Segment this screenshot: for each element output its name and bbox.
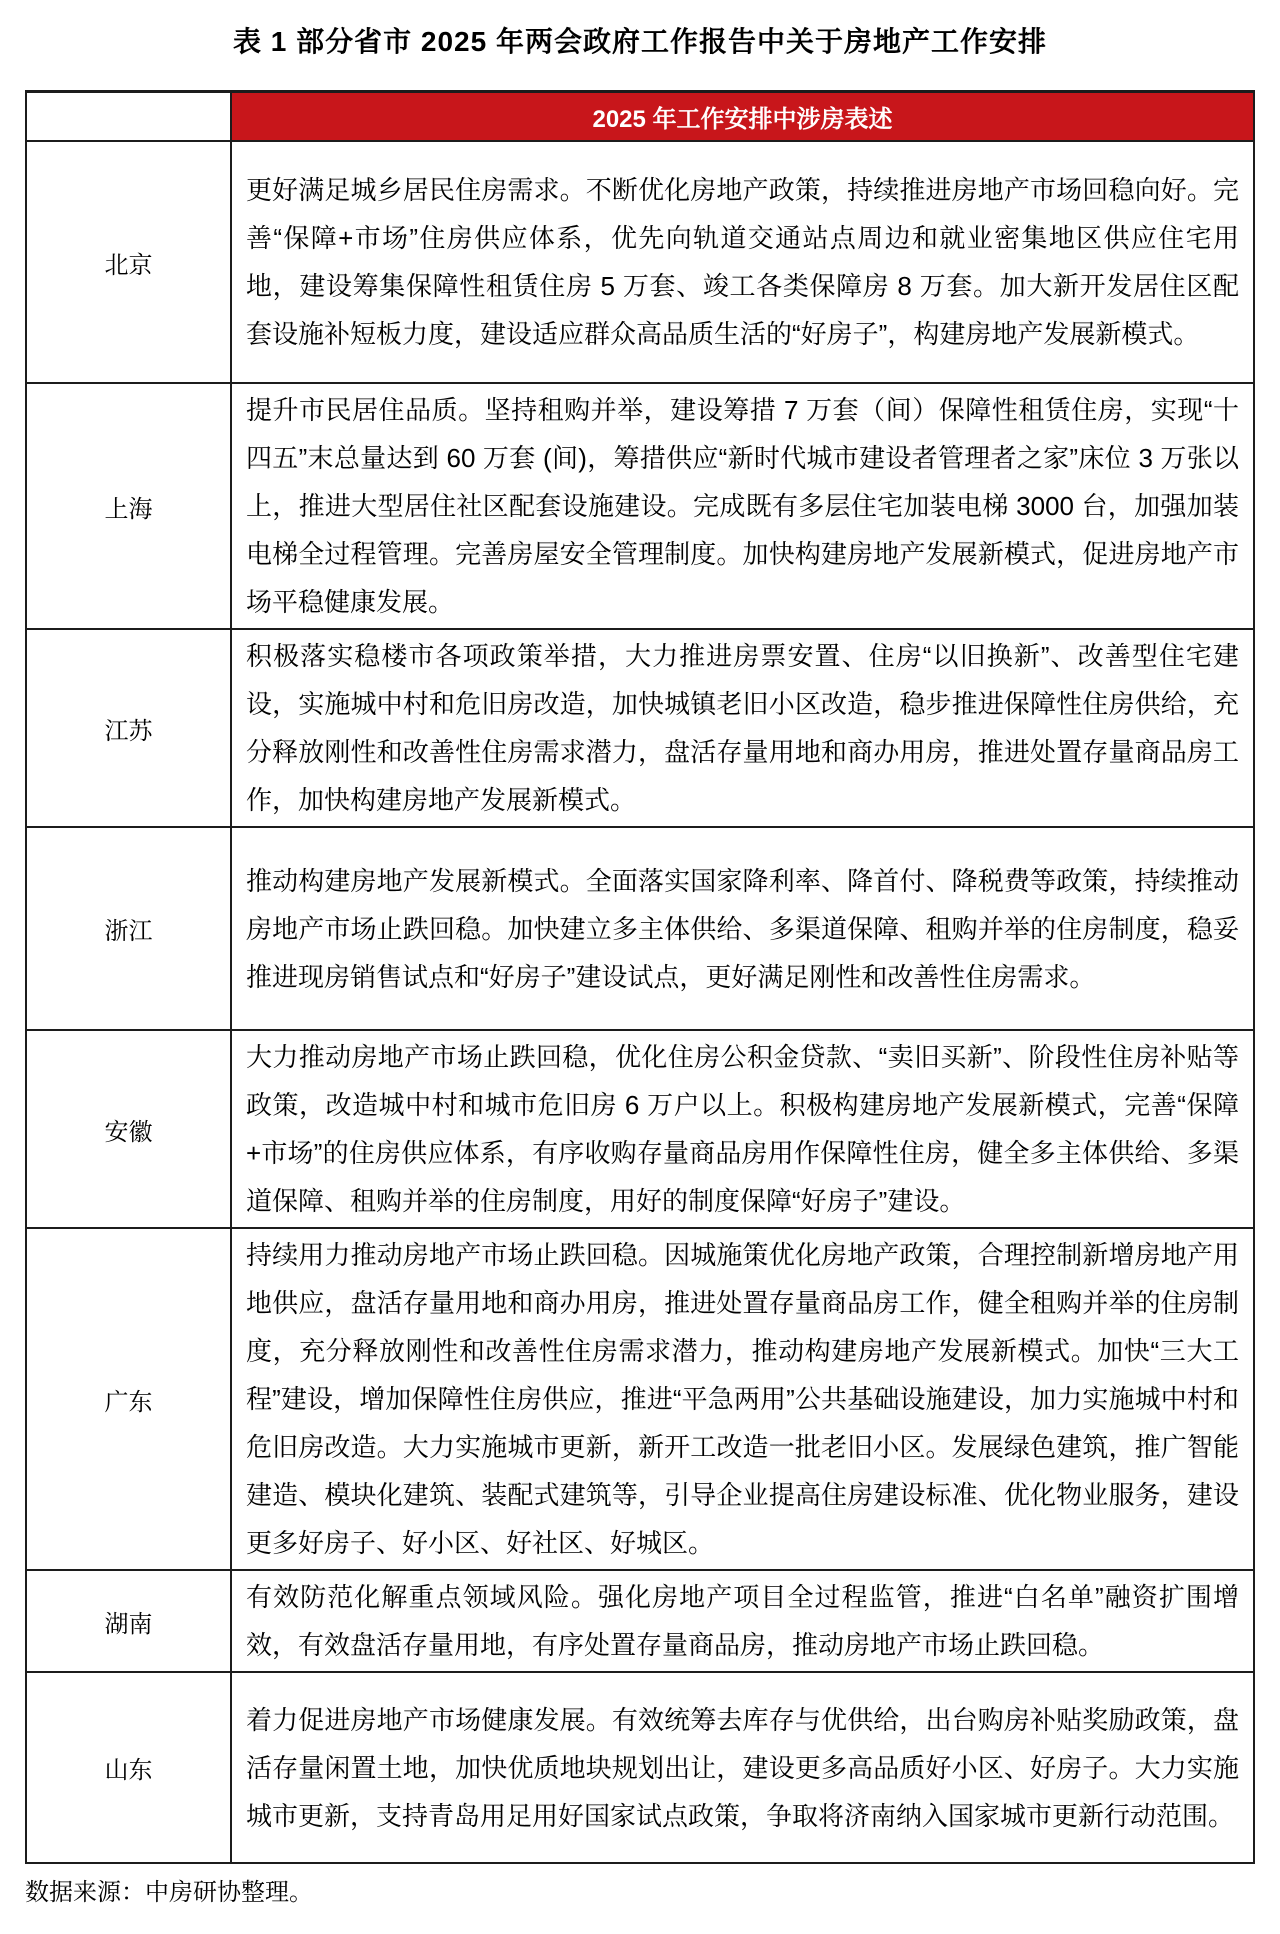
policy-cell (232, 142, 1253, 382)
policy-cell (232, 1031, 1253, 1227)
policy-text: 更好满足城乡居民住房需求。不断优化房地产政策，持续推进房地产市场回稳向好。完善“保障+市场”住房供应体系，优先向轨道交通站点周边和就业密集地区供应住宅用地，建设筹集保障性租赁住房 5 万套、竣工各类保障房 8 万套。加大新开发居住区配套设施补短板力度，建设适应群众高品质生活的“好房子”，构建房地产发展新模式。 (246, 175, 1239, 349)
province-label: 江苏 (27, 630, 232, 826)
table-row-shandong (27, 1671, 1253, 1862)
table-row-guangdong (27, 1227, 1253, 1569)
policy-cell (232, 828, 1253, 1029)
table-row-anhui (27, 1029, 1253, 1227)
policy-text: 着力促进房地产市场健康发展。有效统筹去库存与优供给，出台购房补贴奖励政策，盘活存量闲置土地，加快优质地块规划出让，建设更多高品质好小区、好房子。大力实施城市更新，支持青岛用足用好国家试点政策，争取将济南纳入国家城市更新行动范围。 (246, 1704, 1239, 1831)
table-row-zhejiang (27, 826, 1253, 1029)
policy-cell (232, 1229, 1253, 1569)
province-label: 湖南 (27, 1571, 232, 1671)
policy-cell (232, 1571, 1253, 1671)
policy-text: 持续用力推动房地产市场止跌回稳。因城施策优化房地产政策，合理控制新增房地产用地供应，盘活存量用地和商办用房，推进处置存量商品房工作，健全租购并举的住房制度，充分释放刚性和改善性住房需求潜力，推动构建房地产发展新模式。加快“三大工程”建设，增加保障性住房供应，推进“平急两用”公共基础设施建设，加力实施城中村和危旧房改造。大力实施城市更新，新开工改造一批老旧小区。发展绿色建筑，推广智能建造、模块化建筑、装配式建筑等，引导企业提高住房建设标准、优化物业服务，建设更多好房子、好小区、好社区、好城区。 (246, 1240, 1239, 1558)
policy-cell (232, 384, 1253, 628)
policy-table (25, 90, 1255, 1864)
policy-text: 积极落实稳楼市各项政策举措，大力推进房票安置、住房“以旧换新”、改善型住宅建设，实施城中村和危旧房改造，加快城镇老旧小区改造，稳步推进保障性住房供给，充分释放刚性和改善性住房需求潜力，盘活存量用地和商办用房，推进处置存量商品房工作，加快构建房地产发展新模式。 (246, 641, 1239, 815)
table-row-beijing (27, 140, 1253, 382)
table-row-shanghai (27, 382, 1253, 628)
table-row-hunan (27, 1569, 1253, 1671)
data-source-note: 数据来源：中房研协整理。 (25, 1879, 313, 1906)
policy-cell (232, 1673, 1253, 1862)
policy-text: 推动构建房地产发展新模式。全面落实国家降利率、降首付、降税费等政策，持续推动房地产市场止跌回稳。加快建立多主体供给、多渠道保障、租购并举的住房制度，稳妥推进现房销售试点和“好房子”建设试点，更好满足刚性和改善性住房需求。 (246, 865, 1239, 992)
policy-text: 提升市民居住品质。坚持租购并举，建设筹措 7 万套（间）保障性租赁住房，实现“十四五”末总量达到 60 万套 (间)，筹措供应“新时代城市建设者管理者之家”床位 3 万张以上，推进大型居住社区配套设施建设。完成既有多层住宅加装电梯 3000 台，加强加装电梯全过程管理。完善房屋安全管理制度。加快构建房地产发展新模式，促进房地产市场平稳健康发展。 (246, 395, 1239, 617)
policy-cell (232, 630, 1253, 826)
header-province-column: 省/直辖市 (27, 93, 232, 140)
province-label: 浙江 (27, 828, 232, 1029)
province-label: 山东 (27, 1673, 232, 1862)
province-label: 安徽 (27, 1031, 232, 1227)
province-label: 上海 (27, 384, 232, 628)
table-header-row (27, 93, 1253, 140)
table-title: 表 1 部分省市 2025 年两会政府工作报告中关于房地产工作安排 (233, 26, 1047, 57)
province-label: 广东 (27, 1229, 232, 1569)
policy-text: 有效防范化解重点领域风险。强化房地产项目全过程监管，推进“白名单”融资扩围增效，有效盘活存量用地，有序处置存量商品房，推动房地产市场止跌回稳。 (246, 1582, 1239, 1660)
province-label: 北京 (27, 142, 232, 382)
header-policy-column: 2025 年工作安排中涉房表述 (592, 106, 893, 133)
table-row-jiangsu (27, 628, 1253, 826)
policy-text: 大力推动房地产市场止跌回稳，优化住房公积金贷款、“卖旧买新”、阶段性住房补贴等政策，改造城中村和城市危旧房 6 万户以上。积极构建房地产发展新模式，完善“保障+市场”的住房供应体系，有序收购存量商品房用作保障性住房，健全多主体供给、多渠道保障、租购并举的住房制度，用好的制度保障“好房子”建设。 (246, 1042, 1239, 1216)
